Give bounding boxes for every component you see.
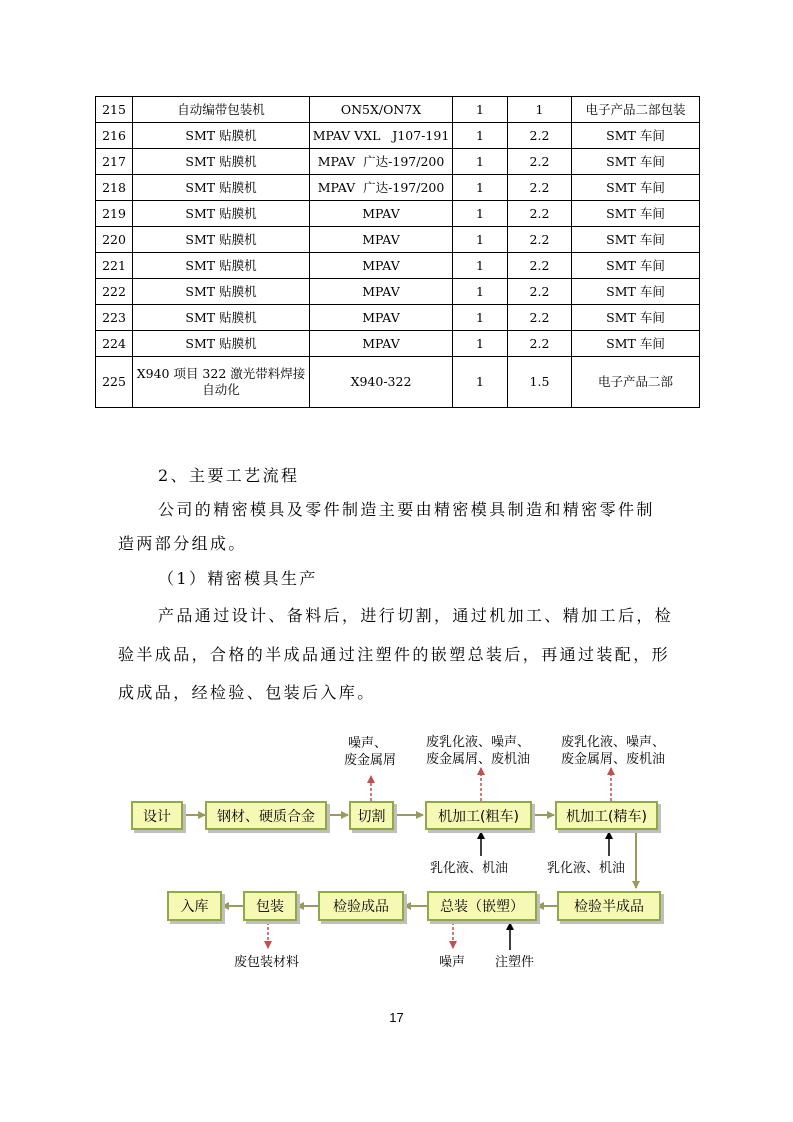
annotation: 注塑件 [495, 955, 535, 970]
flow-box-inspect-product: 检验成品 [318, 891, 404, 921]
table-cell-no: 221 [96, 253, 133, 279]
table-cell-qty: 1 [453, 149, 508, 175]
table-cell-name: SMT 贴膜机 [133, 201, 310, 227]
table-cell-qty: 1 [453, 331, 508, 357]
flow-box-finish: 机加工(精车) [555, 801, 658, 830]
table-cell-no: 220 [96, 227, 133, 253]
paragraph-line: 成成品，经检验、包装后入库。 [118, 683, 376, 702]
table-cell-model: MPAV [310, 305, 453, 331]
table-cell-dept: SMT 车间 [572, 149, 700, 175]
table-cell-name: SMT 贴膜机 [133, 279, 310, 305]
table-cell-dept: SMT 车间 [572, 201, 700, 227]
table-cell-dept: SMT 车间 [572, 253, 700, 279]
table-cell-model: MPAV 广达-197/200 [310, 149, 453, 175]
paragraph-line: 造两部分组成。 [118, 534, 247, 553]
annotation: 乳化液、机油 [547, 861, 626, 876]
table-cell-no: 218 [96, 175, 133, 201]
table-cell-name: SMT 贴膜机 [133, 227, 310, 253]
subheading: （1）精密模具生产 [158, 569, 318, 588]
table-cell-dept: SMT 车间 [572, 175, 700, 201]
annotation: 废金属屑、废机油 [561, 752, 666, 767]
table-cell-no: 216 [96, 123, 133, 149]
table-cell-name: SMT 贴膜机 [133, 253, 310, 279]
table-cell-power: 2.2 [508, 175, 572, 201]
table-cell-name: SMT 贴膜机 [133, 331, 310, 357]
flow-box-design: 设计 [131, 801, 183, 830]
table-cell-model: MPAV VXL J107-191 [310, 123, 453, 149]
table-cell-model: MPAV 广达-197/200 [310, 175, 453, 201]
table-cell-no: 225 [96, 357, 133, 408]
table-cell-qty: 1 [453, 175, 508, 201]
annotation: 废乳化液、噪声、 [426, 735, 531, 750]
annotation: 废金属屑 [344, 753, 397, 768]
table-cell-name: SMT 贴膜机 [133, 149, 310, 175]
table-cell-model: MPAV [310, 331, 453, 357]
table-cell-power: 1 [508, 97, 572, 123]
table-cell-model: MPAV [310, 201, 453, 227]
table-cell-name: SMT 贴膜机 [133, 123, 310, 149]
table-cell-qty: 1 [453, 201, 508, 227]
table-cell-no: 224 [96, 331, 133, 357]
table-cell-name: SMT 贴膜机 [133, 305, 310, 331]
table-cell-dept: 电子产品二部 [572, 357, 700, 408]
table-cell-model: MPAV [310, 227, 453, 253]
annotation: 噪声、 [348, 736, 388, 751]
table-cell-qty: 1 [453, 305, 508, 331]
paragraph-line: 验半成品，合格的半成品通过注塑件的嵌塑总装后，再通过装配，形 [118, 645, 671, 664]
annotation: 废金属屑、废机油 [426, 752, 531, 767]
table-cell-power: 2.2 [508, 123, 572, 149]
table-cell-qty: 1 [453, 279, 508, 305]
table-cell-power: 1.5 [508, 357, 572, 408]
table-cell-qty: 1 [453, 253, 508, 279]
page-number: 17 [389, 1010, 404, 1025]
table-cell-name: 自动编带包装机 [133, 97, 310, 123]
annotation: 废乳化液、噪声、 [561, 735, 666, 750]
table-cell-no: 217 [96, 149, 133, 175]
flow-box-inspect-semi: 检验半成品 [557, 891, 661, 921]
paragraph-line: 公司的精密模具及零件制造主要由精密模具制造和精密零件制 [158, 500, 655, 519]
paragraph-line: 产品通过设计、备料后，进行切割，通过机加工、精加工后，检 [158, 606, 674, 625]
table-cell-qty: 1 [453, 227, 508, 253]
table-cell-no: 219 [96, 201, 133, 227]
table-cell-power: 2.2 [508, 279, 572, 305]
table-cell-model: MPAV [310, 279, 453, 305]
table-cell-model: X940-322 [310, 357, 453, 408]
table-cell-dept: SMT 车间 [572, 305, 700, 331]
table-cell-power: 2.2 [508, 253, 572, 279]
flow-box-steel: 钢材、硬质合金 [205, 801, 327, 830]
table-cell-qty: 1 [453, 97, 508, 123]
flow-box-storage: 入库 [167, 891, 222, 921]
table-cell-power: 2.2 [508, 331, 572, 357]
annotation: 废包装材料 [234, 955, 300, 970]
table-cell-dept: SMT 车间 [572, 331, 700, 357]
table-cell-no: 223 [96, 305, 133, 331]
table-cell-power: 2.2 [508, 201, 572, 227]
table-cell-qty: 1 [453, 123, 508, 149]
table-cell-name: SMT 贴膜机 [133, 175, 310, 201]
table-cell-dept: SMT 车间 [572, 279, 700, 305]
flow-box-assembly: 总装（嵌塑） [427, 891, 537, 921]
annotation: 乳化液、机油 [430, 861, 509, 876]
flow-box-rough: 机加工(粗车) [425, 801, 532, 830]
table-cell-no: 222 [96, 279, 133, 305]
table-cell-power: 2.2 [508, 305, 572, 331]
flow-box-cutting: 切割 [349, 801, 394, 830]
table-cell-no: 215 [96, 97, 133, 123]
table-cell-power: 2.2 [508, 227, 572, 253]
table-cell-name: X940 项目 322 激光带料焊接自动化 [133, 357, 310, 408]
section-heading: 2、主要工艺流程 [158, 466, 300, 485]
table-cell-qty: 1 [453, 357, 508, 408]
flow-box-packing: 包装 [243, 891, 297, 921]
annotation: 噪声 [439, 955, 466, 970]
table-cell-model: ON5X/ON7X [310, 97, 453, 123]
table-cell-dept: SMT 车间 [572, 227, 700, 253]
table-cell-dept: SMT 车间 [572, 123, 700, 149]
table-cell-dept: 电子产品二部包装 [572, 97, 700, 123]
table-cell-model: MPAV [310, 253, 453, 279]
table-cell-power: 2.2 [508, 149, 572, 175]
